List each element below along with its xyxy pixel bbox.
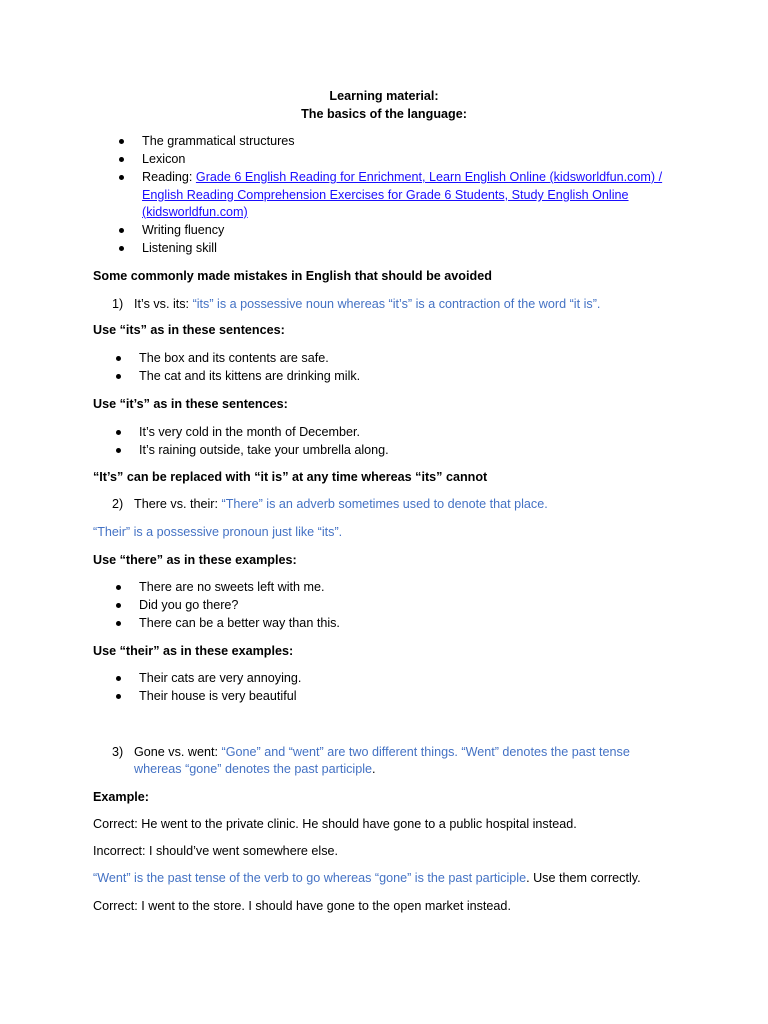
correct-example-2: Correct: I went to the store. I should have gone to the open market instead. [93,899,511,913]
bullet-icon [116,430,121,435]
section1-lead: It’s vs. its: [134,297,193,311]
use-there-heading: Use “there” as in these examples: [93,553,297,567]
bullet-icon [119,157,124,162]
section2-note: “Their” is a possessive pronoun just like “its”. [93,525,343,539]
section3-explanation: “Gone” and “went” are two different things. “Went” denotes the past tense [221,745,630,759]
example-heading: Example: [93,790,149,804]
section3-note-blue: “Went” is the past tense of the verb to go whereas “gone” is the past participle [93,871,527,885]
section3-period: . [372,762,376,776]
doc-title-line1: Learning material: [329,89,439,103]
basics-item-reading [142,168,662,186]
bullet-icon [119,228,124,233]
section1-line [134,295,600,313]
correct-example-1: Correct: He went to the private clinic. He should have gone to a public hospital instead. [93,817,577,831]
bullet-icon [119,246,124,251]
section-number: 3) [112,745,124,759]
bullet-icon [116,374,121,379]
list-item: The box and its contents are safe. [139,351,329,365]
section3-lead: Gone vs. went: [134,745,222,759]
section-number: 1) [112,297,124,311]
bullet-icon [116,356,121,361]
use-its-heading: Use “its” as in these sentences: [93,323,285,337]
section3-line [134,743,630,761]
list-item: There are no sweets left with me. [139,580,325,594]
incorrect-example: Incorrect: I should’ve went somewhere else. [93,844,338,858]
list-item: Their house is very beautiful [139,689,297,703]
use-their-heading: Use “their” as in these examples: [93,644,294,658]
bullet-icon [116,621,121,626]
list-item: Their cats are very annoying. [139,671,302,685]
list-item: The cat and its kittens are drinking milk. [139,369,361,383]
section2-explanation: “There” is an adverb sometimes used to denote that place. [221,497,548,511]
reading-link[interactable]: (kidsworldfun.com) [142,205,248,219]
basics-item-listening: Listening skill [142,241,217,255]
bullet-icon [116,585,121,590]
bullet-icon [119,175,124,180]
section2-line [134,495,548,513]
section3-note [93,869,641,887]
bullet-icon [119,139,124,144]
bullet-icon [116,694,121,699]
list-item: Did you go there? [139,598,239,612]
doc-title-line2: The basics of the language: [301,107,467,121]
section3-line2 [134,760,376,778]
section2-lead: There vs. their: [134,497,222,511]
section3-note-black: . Use them correctly. [526,871,641,885]
reading-link[interactable]: Grade 6 English Reading for Enrichment, Learn English Online (kidsworldfun.com) / [195,170,663,184]
basics-item-writing: Writing fluency [142,223,225,237]
bullet-icon [116,603,121,608]
list-item: There can be a better way than this. [139,616,340,630]
basics-item-grammar: The grammatical structures [142,134,295,148]
bullet-icon [116,448,121,453]
use-its2-heading: Use “it’s” as in these sentences: [93,397,288,411]
bullet-icon [116,676,121,681]
basics-item-lexicon: Lexicon [142,152,186,166]
list-item: It’s very cold in the month of December. [139,425,360,439]
mistakes-heading: Some commonly made mistakes in English that should be avoided [93,269,492,283]
section1-explanation: “its” is a possessive noun whereas “it’s” is a contraction of the word “it is”. [192,297,601,311]
section-number: 2) [112,497,124,511]
section3-explanation-cont: whereas “gone” denotes the past participle [134,762,373,776]
its-rule: “It’s” can be replaced with “it is” at any time whereas “its” cannot [93,470,488,484]
list-item: It’s raining outside, take your umbrella along. [139,443,389,457]
reading-link[interactable]: English Reading Comprehension Exercises for Grade 6 Students, Study English Online [142,188,629,202]
reading-prefix: Reading: [142,170,196,184]
